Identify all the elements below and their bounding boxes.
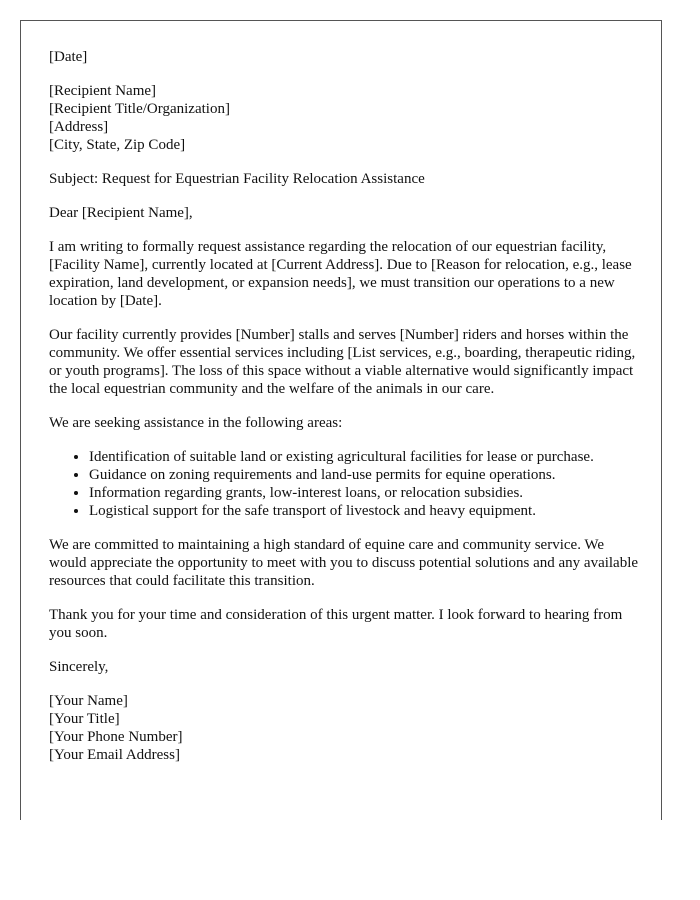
recipient-address: [Address] — [49, 119, 109, 135]
list-item: • Logistical support for the safe transport of livestock and heavy equipment. — [89, 502, 639, 520]
list-item: • Identification of suitable land or existing agricultural facilities for lease or purchase. — [89, 448, 639, 466]
paragraph-request: I am writing to formally request assistance regarding the relocation of our equestrian facility, [Facility Name], currently located at [Current Address]. Due to [Reason for relocation, e.g., lease expiration, land development, or expansion needs], we must transition our operations to a new location by [Date]. — [49, 239, 632, 309]
signature-email: [Your Email Address] — [49, 747, 180, 763]
signature-name: [Your Name] — [49, 693, 128, 709]
signature-title: [Your Title] — [49, 711, 120, 727]
paragraph-facility: Our facility currently provides [Number] stalls and serves [Number] riders and horses within the community. We offer essential services including [List services, e.g., boarding, therapeutic riding, or youth programs]. The loss of this space without a viable alternative would significantly impact the local equestrian community and the welfare of the animals in our care. — [49, 327, 636, 397]
signature-block — [49, 692, 639, 764]
recipient-name: [Recipient Name] — [49, 83, 157, 99]
assistance-list — [49, 448, 639, 520]
paragraph-assistance-intro: We are seeking assistance in the following areas: — [49, 415, 343, 431]
recipient-block — [49, 82, 639, 154]
letter-subject: Subject: Request for Equestrian Facility Relocation Assistance — [49, 171, 425, 187]
letter-body — [49, 48, 639, 780]
sign-off: Sincerely, — [49, 659, 109, 675]
recipient-city-state-zip: [City, State, Zip Code] — [49, 137, 186, 153]
signature-phone: [Your Phone Number] — [49, 729, 183, 745]
recipient-title-org: [Recipient Title/Organization] — [49, 101, 230, 117]
letter-salutation: Dear [Recipient Name], — [49, 205, 193, 221]
letter-date: [Date] — [49, 49, 88, 65]
paragraph-commitment: We are committed to maintaining a high standard of equine care and community service. We would appreciate the opportunity to meet with you to discuss potential solutions and any available resources that could facilitate this transition. — [49, 537, 639, 589]
paragraph-thanks: Thank you for your time and consideration of this urgent matter. I look forward to hearing from you soon. — [49, 607, 623, 641]
list-item: • Guidance on zoning requirements and land-use permits for equine operations. — [89, 466, 639, 484]
list-item: • Information regarding grants, low-interest loans, or relocation subsidies. — [89, 484, 639, 502]
